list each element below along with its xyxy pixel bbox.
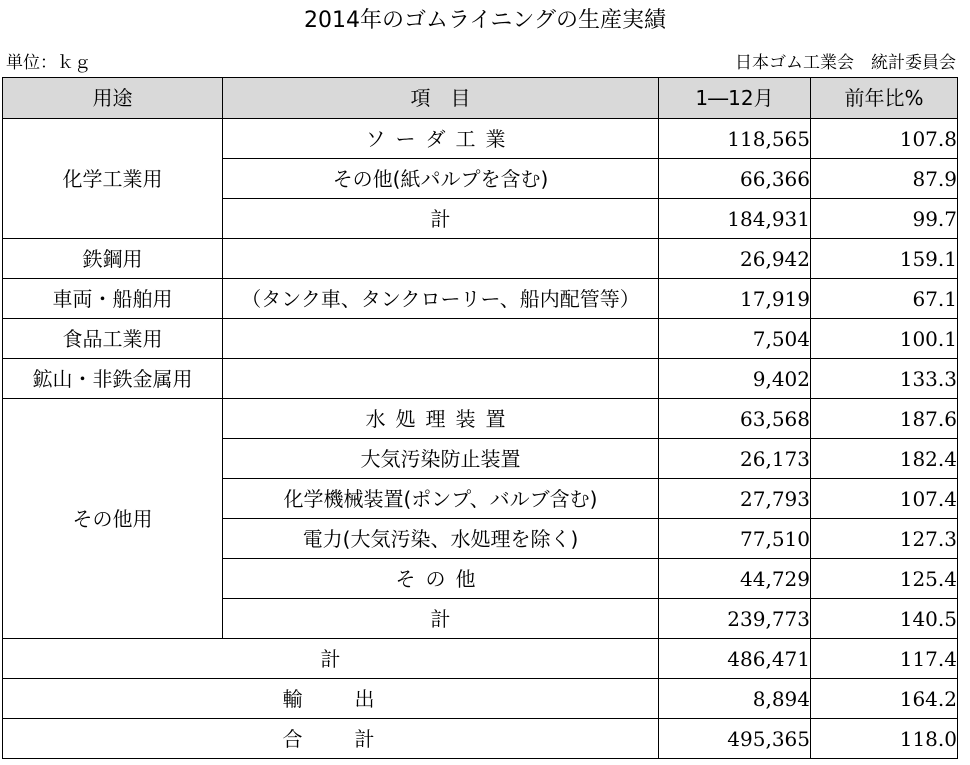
- item-cell: 計: [223, 199, 659, 239]
- item-cell: 化学機械装置(ポンプ、バルブ含む): [223, 479, 659, 519]
- value-cell: 239,773: [659, 599, 811, 639]
- item-cell: 電力(大気汚染、水処理を除く): [223, 519, 659, 559]
- value-cell: 26,173: [659, 439, 811, 479]
- item-cell: 水処理装置: [223, 399, 659, 439]
- item-cell: ソーダ工業: [223, 119, 659, 159]
- subtotal-row: [3, 639, 958, 679]
- yoy-cell: 107.8: [811, 119, 958, 159]
- yoy-cell: 87.9: [811, 159, 958, 199]
- item-cell: （タンク車、タンクローリー、船内配管等）: [223, 279, 659, 319]
- table-row: [3, 319, 958, 359]
- table-row: [3, 239, 958, 279]
- yoy-cell: 133.3: [811, 359, 958, 399]
- value-cell: 184,931: [659, 199, 811, 239]
- item-cell: [223, 319, 659, 359]
- yoy-cell: 67.1: [811, 279, 958, 319]
- yoy-cell: 99.7: [811, 199, 958, 239]
- use-cell: 鉱山・非鉄金属用: [3, 359, 223, 399]
- item-cell: その他: [223, 559, 659, 599]
- use-cell: 食品工業用: [3, 319, 223, 359]
- header-item: 項 目: [223, 78, 659, 119]
- header-yoy: 前年比%: [811, 78, 958, 119]
- production-table: [2, 77, 958, 759]
- use-cell: 鉄鋼用: [3, 239, 223, 279]
- yoy-cell: 164.2: [811, 679, 958, 719]
- yoy-cell: 159.1: [811, 239, 958, 279]
- yoy-cell: 187.6: [811, 399, 958, 439]
- value-cell: 63,568: [659, 399, 811, 439]
- yoy-cell: 127.3: [811, 519, 958, 559]
- item-cell: [223, 359, 659, 399]
- value-cell: 77,510: [659, 519, 811, 559]
- value-cell: 7,504: [659, 319, 811, 359]
- yoy-cell: 125.4: [811, 559, 958, 599]
- source-label: 日本ゴム工業会 統計委員会: [735, 53, 956, 73]
- table-row: [3, 279, 958, 319]
- header-use: 用途: [3, 78, 223, 119]
- total-label: 計: [3, 639, 659, 679]
- export-label: 輸 出: [3, 679, 659, 719]
- yoy-cell: 118.0: [811, 719, 958, 759]
- yoy-cell: 117.4: [811, 639, 958, 679]
- table-row: [3, 119, 958, 159]
- use-cell: その他用: [3, 399, 223, 639]
- page-title: 2014年のゴムライニングの生産実績: [303, 8, 666, 33]
- item-cell: その他(紙パルプを含む): [223, 159, 659, 199]
- value-cell: 9,402: [659, 359, 811, 399]
- yoy-cell: 182.4: [811, 439, 958, 479]
- value-cell: 44,729: [659, 559, 811, 599]
- header-row: [3, 78, 958, 119]
- use-cell: 化学工業用: [3, 119, 223, 239]
- item-cell: [223, 239, 659, 279]
- table-row: [3, 359, 958, 399]
- unit-label: 単位：ｋｇ: [6, 53, 91, 73]
- value-cell: 26,942: [659, 239, 811, 279]
- header-period: 1―12月: [659, 78, 811, 119]
- value-cell: 66,366: [659, 159, 811, 199]
- yoy-cell: 100.1: [811, 319, 958, 359]
- value-cell: 8,894: [659, 679, 811, 719]
- value-cell: 118,565: [659, 119, 811, 159]
- export-row: [3, 679, 958, 719]
- table-row: [3, 399, 958, 439]
- grand-total-row: [3, 719, 958, 759]
- value-cell: 27,793: [659, 479, 811, 519]
- item-cell: 計: [223, 599, 659, 639]
- yoy-cell: 140.5: [811, 599, 958, 639]
- value-cell: 495,365: [659, 719, 811, 759]
- yoy-cell: 107.4: [811, 479, 958, 519]
- use-cell: 車両・船舶用: [3, 279, 223, 319]
- value-cell: 17,919: [659, 279, 811, 319]
- value-cell: 486,471: [659, 639, 811, 679]
- item-cell: 大気汚染防止装置: [223, 439, 659, 479]
- grand-total-label: 合 計: [3, 719, 659, 759]
